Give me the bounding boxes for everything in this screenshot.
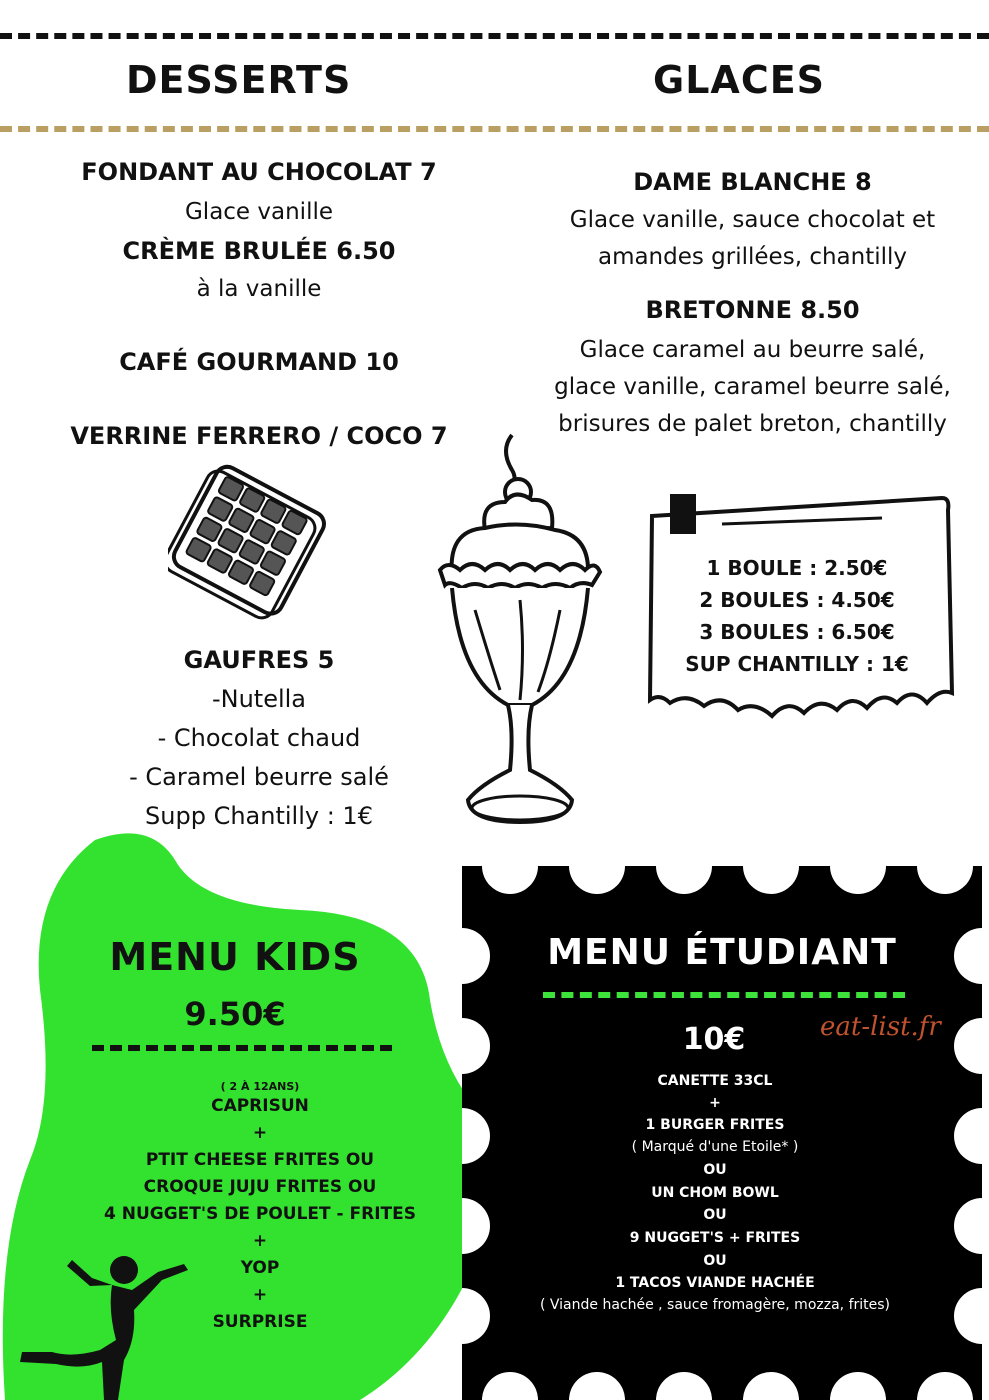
kids-menu-price: 9.50€ — [184, 995, 286, 1033]
glace-desc: brisures de palet breton, chantilly — [558, 411, 947, 437]
dessert-desc: Glace vanille — [184, 199, 334, 225]
kids-item: CAPRISUN — [211, 1096, 309, 1116]
student-menu-title: MENU ÉTUDIANT — [547, 932, 897, 973]
kids-item: PTIT CHEESE FRITES OU — [145, 1150, 375, 1170]
glace-desc: Glace vanille, sauce chocolat et — [569, 207, 936, 233]
glace-desc: glace vanille, caramel beurre salé, — [554, 374, 951, 400]
glace-title: BRETONNE 8.50 — [645, 296, 860, 324]
scoop-price: 2 BOULES : 4.50€ — [699, 588, 895, 612]
top-dashed-divider — [0, 33, 989, 39]
scoop-price-list — [662, 552, 932, 680]
dessert-title: FONDANT AU CHOCOLAT 7 — [81, 158, 437, 186]
glace-desc: amandes grillées, chantilly — [597, 244, 908, 270]
student-or: OU — [703, 1253, 727, 1269]
kids-item: 4 NUGGET'S DE POULET - FRITES — [103, 1204, 417, 1224]
student-item: 1 BURGER FRITES — [645, 1117, 785, 1133]
kids-plus: + — [252, 1231, 268, 1251]
student-menu-items — [497, 1070, 933, 1316]
desserts-list — [40, 158, 478, 450]
student-menu-price: 10€ — [682, 1022, 746, 1057]
glace-title: DAME BLANCHE 8 — [633, 168, 872, 196]
student-item: 9 NUGGET'S + FRITES — [629, 1230, 801, 1246]
gaufres-title: GAUFRES 5 — [183, 646, 335, 674]
student-note: ( Marqué d'une Etoile* ) — [631, 1139, 799, 1155]
student-plus: + — [709, 1095, 721, 1111]
kids-item: SURPRISE — [212, 1312, 308, 1332]
student-item: UN CHOM BOWL — [651, 1185, 779, 1201]
kids-item: CROQUE JUJU FRITES OU — [143, 1177, 377, 1197]
kids-dashed-divider — [92, 1045, 392, 1051]
student-or: OU — [703, 1162, 727, 1178]
ice-cream-sundae-icon — [430, 430, 610, 835]
dessert-title: CAFÉ GOURMAND 10 — [119, 348, 399, 376]
gaufres-block — [40, 646, 478, 836]
kids-plus: + — [252, 1123, 268, 1143]
gaufres-option: - Caramel beurre salé — [129, 763, 389, 791]
dessert-title: VERRINE FERRERO / COCO 7 — [70, 422, 448, 450]
student-note: ( Viande hachée , sauce fromagère, mozza, frites) — [539, 1297, 890, 1313]
scoop-price: 3 BOULES : 6.50€ — [699, 620, 895, 644]
kids-menu-title: MENU KIDS — [109, 935, 361, 979]
gaufres-option: -Nutella — [211, 685, 307, 713]
gaufres-option: - Chocolat chaud — [157, 724, 361, 752]
scoop-price: 1 BOULE : 2.50€ — [706, 556, 888, 580]
desserts-heading: DESSERTS — [126, 58, 352, 102]
dessert-desc: à la vanille — [196, 276, 322, 302]
kids-plus: + — [252, 1285, 268, 1305]
student-or: OU — [703, 1207, 727, 1223]
gold-dashed-divider — [0, 126, 989, 132]
glaces-heading: GLACES — [653, 58, 826, 102]
student-item: 1 TACOS VIANDE HACHÉE — [615, 1275, 815, 1291]
watermark: eat-list.fr — [820, 1012, 941, 1042]
waffle-icon — [168, 462, 328, 620]
glaces-list — [530, 168, 975, 443]
glace-desc: Glace caramel au beurre salé, — [579, 337, 926, 363]
gaufres-option: Supp Chantilly : 1€ — [145, 802, 373, 830]
kids-item: YOP — [240, 1258, 280, 1278]
student-dashed-divider — [543, 992, 905, 998]
chantilly-supplement-price: SUP CHANTILLY : 1€ — [685, 652, 909, 676]
student-item: CANETTE 33CL — [657, 1073, 773, 1089]
kids-age-range: ( 2 À 12ANS) — [220, 1080, 300, 1093]
dessert-title: CRÈME BRULÉE 6.50 — [122, 237, 396, 265]
child-silhouette-icon — [12, 1240, 202, 1400]
